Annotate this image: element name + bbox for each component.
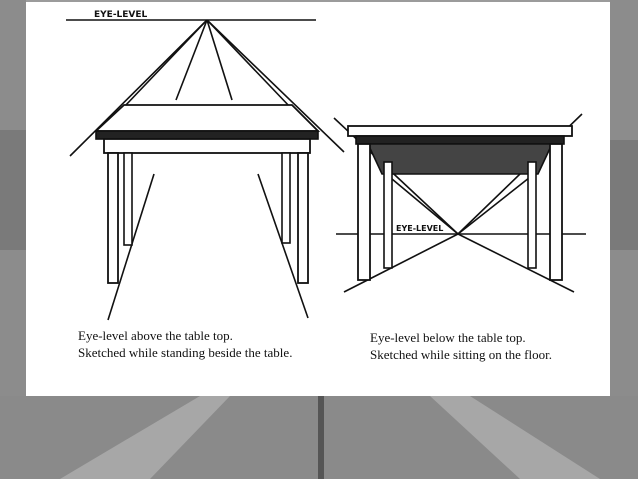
left-table-apron — [104, 139, 310, 153]
illustration-panel — [26, 2, 610, 396]
right-table-underside — [368, 144, 552, 174]
right-table-leg — [528, 162, 536, 268]
left-caption — [64, 327, 324, 361]
left-caption-line1: Eye-level above the table top. — [78, 328, 233, 343]
right-table-leg — [550, 144, 562, 280]
right-eye-level-label: EYE-LEVEL — [396, 224, 444, 233]
right-table-leg — [358, 144, 370, 280]
left-vanishing-line — [124, 20, 207, 107]
right-table-leg — [384, 162, 392, 268]
right-caption-line1: Eye-level below the table top. — [370, 330, 526, 345]
right-table-top — [348, 126, 572, 136]
left-table-leg — [108, 153, 118, 283]
right-caption-line2: Sketched while sitting on the floor. — [370, 347, 552, 362]
right-vanishing-line — [458, 174, 534, 234]
left-vanishing-line — [176, 20, 207, 100]
left-table-leg — [282, 153, 290, 243]
left-table-top — [96, 105, 318, 131]
left-table-leg — [298, 153, 308, 283]
left-table-leg — [124, 153, 132, 245]
left-eye-level-label: EYE-LEVEL — [94, 10, 148, 20]
right-caption — [356, 329, 564, 363]
right-table-top-edge — [356, 136, 564, 144]
left-caption-line2: Sketched while standing beside the table. — [78, 345, 293, 360]
left-table-top-edge — [96, 131, 318, 139]
